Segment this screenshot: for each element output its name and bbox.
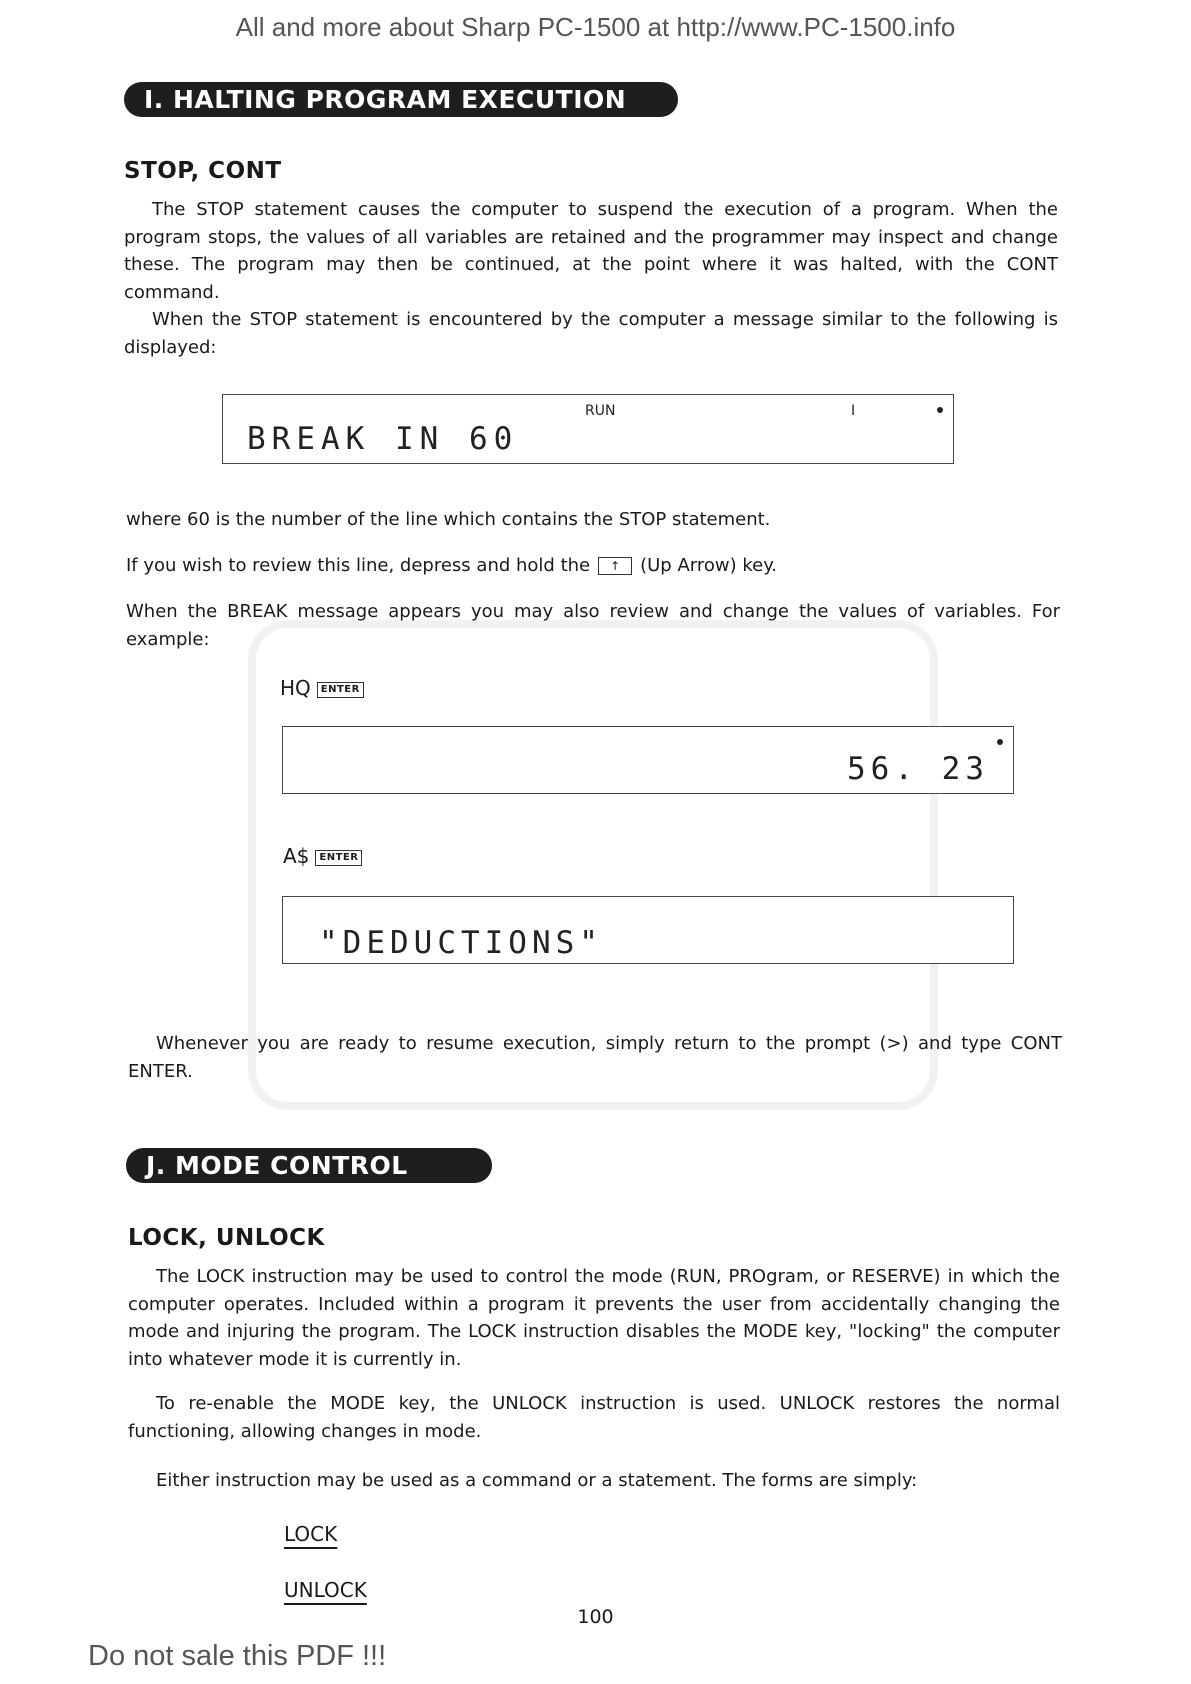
lcd-hq-value: 56. 23 [847,751,989,787]
lcd-dot-indicator [997,739,1003,745]
resume-paragraph-text: Whenever you are ready to resume execution, simply return to the prompt (>) and type CONT ENTER. [128,1033,1062,1082]
stop-cont-heading: STOP, CONT [124,158,282,184]
line-review-pre: If you wish to review this line, depress and hold the [126,555,591,576]
unlock-paragraph-text: To re-enable the MODE key, the UNLOCK instruction is used. UNLOCK restores the normal functioning, allowing changes in mode. [128,1393,1060,1442]
unlock-paragraph [128,1390,1060,1445]
lcd-astring-display [282,896,1014,964]
example2-entry [283,844,362,868]
example2-input: A$ [283,844,310,868]
lcd-break-text: BREAK IN 60 [247,421,519,457]
enter-key-icon: ENTER [317,682,364,698]
footer-notice: Do not sale this PDF !!! [88,1640,387,1672]
header-url: All and more about Sharp PC-1500 at http://www.PC-1500.info [235,12,956,42]
enter-key-icon: ENTER [315,850,362,866]
lcd-i-indicator: I [851,403,856,419]
section-i-banner: I. HALTING PROGRAM EXECUTION [124,82,678,117]
forms-paragraph-text: Either instruction may be used as a command or a statement. The forms are simply: [156,1470,918,1491]
example1-input: HQ [280,676,311,700]
lock-paragraph-text: The LOCK instruction may be used to control the mode (RUN, PROgram, or RESERVE) in which the computer operates. Included within a program it prevents the user from accidentally changing the mode and injuring the program. The LOCK instruction disables the MODE key, "locking" the computer into whatever mode it is currently in. [128,1266,1060,1370]
section-j-banner: J. MODE CONTROL [126,1148,492,1183]
break-display-intro-text: When the STOP statement is encountered by the computer a message similar to the following is displayed: [124,309,1058,358]
form-unlock: UNLOCK [284,1578,367,1602]
line-review-post: (Up Arrow) key. [640,555,777,576]
break-display-intro [124,306,1058,361]
forms-paragraph [128,1467,1060,1495]
lock-unlock-heading: LOCK, UNLOCK [128,1225,325,1251]
page-number: 100 [577,1606,614,1628]
lcd-run-indicator: RUN [585,403,616,419]
lcd-hq-display [282,726,1014,794]
lcd-astring-value: "DEDUCTIONS" [319,925,603,961]
form-lock: LOCK [284,1522,338,1546]
break-message-paragraph: When the BREAK message appears you may also review and change the values of variables. For example: [126,601,1060,650]
lock-paragraph [128,1263,1060,1373]
lcd-dot-indicator [937,407,943,413]
stop-paragraph [124,196,1058,306]
line-where: where 60 is the number of the line which contains the STOP statement. [126,509,771,530]
resume-paragraph [128,1030,1062,1085]
up-arrow-key-icon: ↑ [598,557,632,575]
stop-paragraph-text: The STOP statement causes the computer to suspend the execution of a program. When the program stops, the values of all variables are retained and the programmer may inspect and change these. The program may then be continued, at the point where it was halted, with the CONT command. [124,199,1058,303]
lcd-break-display [222,394,954,464]
line-review [126,552,1060,580]
example1-entry [280,676,364,700]
